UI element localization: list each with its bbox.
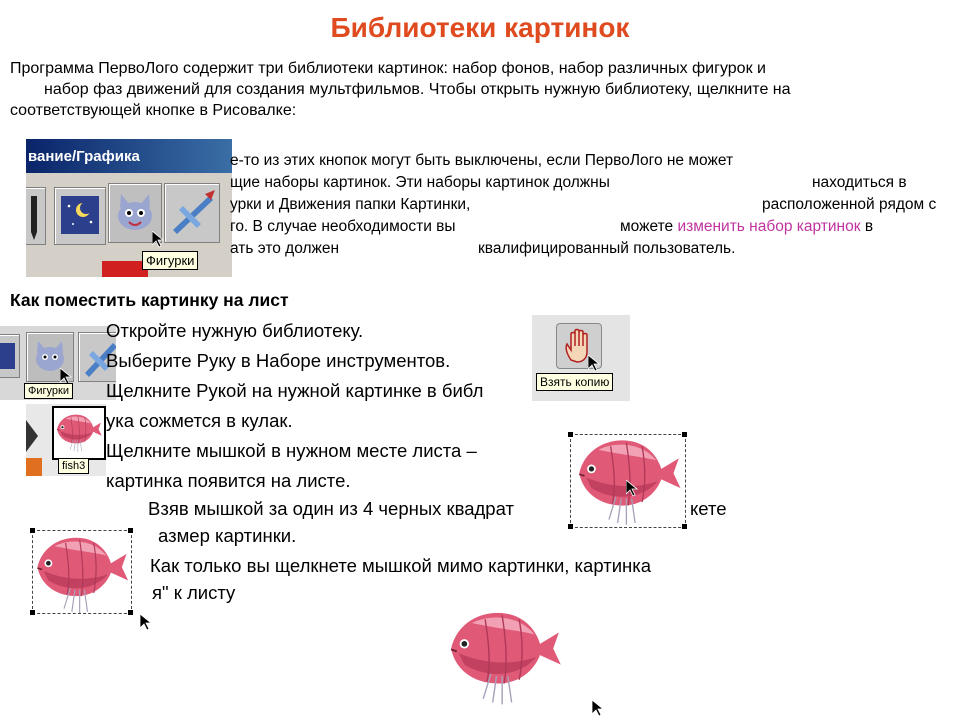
note-line-3a: урки и Движения папки Картинки,: [230, 196, 471, 213]
dark-fish-fragment-icon: [26, 416, 40, 456]
change-picture-set-link[interactable]: изменить набор картинок: [677, 218, 861, 235]
step-5: Щелкните мышкой в нужном месте листа –: [106, 440, 477, 461]
mouse-cursor-icon: [140, 614, 154, 632]
figures-tooltip: Фигурки: [142, 251, 198, 270]
mouse-cursor-icon: [626, 480, 640, 498]
backgrounds-library-button[interactable]: [54, 187, 106, 245]
intro-line-3: соответствующей кнопке в Рисовалке:: [10, 102, 297, 119]
step-7b: кете: [690, 498, 727, 519]
step-8: азмер картинки.: [158, 525, 297, 546]
step-2: Выберите Руку в Наборе инструментов.: [106, 350, 451, 371]
note-line-2a: щие наборы картинок. Эти наборы картинок должны: [230, 174, 610, 191]
section-title: Как поместить картинку на лист: [10, 290, 289, 310]
note-line-1: е-то из этих кнопок могут быть выключены, если ПервоЛого не может: [230, 152, 734, 169]
fish3-thumbnail[interactable]: [52, 406, 106, 460]
step-9: Как только вы щелкнете мышкой мимо картинки, картинка: [150, 555, 652, 576]
fish3-library-screenshot: [26, 404, 106, 476]
note-line-4: [620, 216, 873, 238]
selection-frame: [32, 530, 132, 614]
intro-paragraph: [10, 58, 925, 121]
intro-line-1: Программа ПервоЛого содержит три библиотеки картинок: набор фонов, набор различных фигурок и: [10, 60, 766, 77]
resize-handle-bottom-left[interactable]: [30, 610, 35, 615]
mouse-cursor-icon: [152, 231, 166, 249]
resize-handle-top-left[interactable]: [568, 432, 573, 437]
note-line-5a: ать это должен: [230, 240, 340, 257]
drawing-toolbar-screenshot: [26, 139, 232, 277]
pen-tool-button[interactable]: [26, 187, 46, 245]
mouse-cursor-icon: [592, 700, 606, 718]
resize-handle-bottom-right[interactable]: [682, 524, 687, 529]
page-title: Библиотеки картинок: [330, 12, 630, 43]
mouse-cursor-icon: [588, 355, 602, 373]
step-7a: Взяв мышкой за один из 4 черных квадрат: [148, 498, 514, 519]
note-line-4a: го. В случае необходимости вы: [230, 218, 456, 235]
step-10: я" к листу: [152, 582, 236, 603]
resize-handle-bottom-right[interactable]: [128, 610, 133, 615]
resize-handle-bottom-left[interactable]: [568, 524, 573, 529]
night-sky-icon: [0, 335, 19, 377]
movements-library-button[interactable]: [164, 183, 220, 243]
backgrounds-button-fragment[interactable]: [0, 334, 20, 378]
intro-line-2: набор фаз движений для создания мультфильмов. Чтобы открыть нужную библиотеку, щелкните на: [44, 81, 791, 98]
window-title: вание/Графика: [28, 148, 140, 165]
pen-icon: [26, 188, 45, 244]
figures-tooltip: Фигурки: [24, 383, 73, 399]
note-line-4b: можете: [620, 218, 678, 235]
hand-tool-screenshot: [532, 315, 630, 401]
figures-button-screenshot: [0, 326, 116, 400]
step-4: ука сожмется в кулак.: [106, 410, 293, 431]
note-line-5b: квалифицированный пользователь.: [478, 240, 736, 257]
take-copy-tooltip: Взять копию: [536, 373, 613, 391]
night-sky-icon: [55, 188, 105, 244]
fish-icon: [54, 408, 104, 458]
placed-fish-picture: [442, 606, 568, 710]
step-6: картинка появится на листе.: [106, 470, 351, 491]
note-line-4c: в: [860, 218, 874, 235]
resize-handle-top-left[interactable]: [30, 528, 35, 533]
airplane-icon: [165, 184, 219, 242]
resize-handle-top-right[interactable]: [128, 528, 133, 533]
selected-fish-1[interactable]: [568, 430, 690, 530]
resize-handle-top-right[interactable]: [682, 432, 687, 437]
note-line-3b: расположенной рядом с: [762, 196, 937, 213]
orange-fragment: [26, 458, 42, 476]
selected-fish-2[interactable]: [28, 528, 138, 618]
step-1: Откройте нужную библиотеку.: [106, 320, 364, 341]
note-line-2b: находиться в: [812, 174, 907, 191]
fish3-tooltip: fish3: [58, 458, 89, 474]
step-3: Щелкните Рукой на нужной картинке в библ: [106, 380, 484, 401]
